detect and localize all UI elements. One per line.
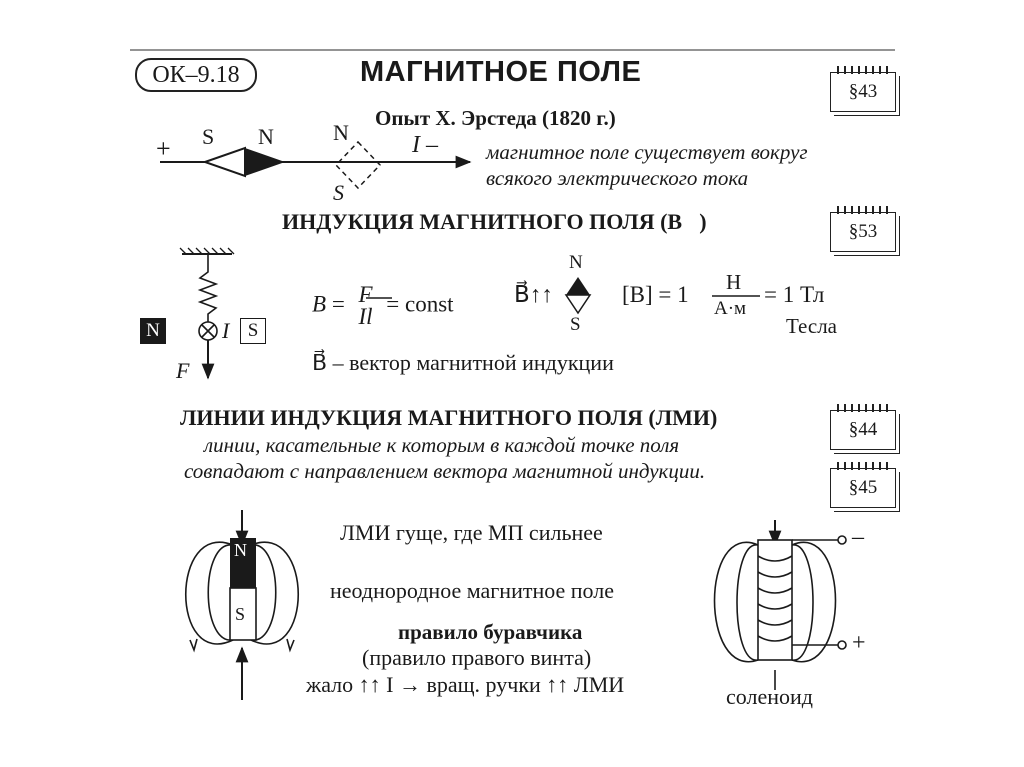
oersted-heading: Опыт Х. Эрстеда (1820 г.)	[375, 106, 616, 130]
solenoid-minus: –	[852, 524, 864, 550]
induction-needle-n: N	[569, 252, 583, 273]
paragraph-ref-53: §53	[830, 212, 896, 252]
induction-formula: B = F Il = const	[312, 282, 454, 329]
current-label: I –	[412, 132, 438, 158]
paragraph-ref-44: §44	[830, 410, 896, 450]
force-label: F⃗	[176, 358, 207, 383]
induction-needle-icon	[566, 277, 590, 313]
current-i-label: I	[222, 318, 230, 343]
solenoid-icon	[715, 520, 847, 690]
induction-heading: ИНДУКЦИЯ МАГНИТНОГО ПОЛЯ (B⃗)	[282, 209, 707, 234]
nonuniform-field-note: неоднородное магнитное поле	[330, 578, 614, 603]
bar-magnet-s: S	[235, 604, 246, 624]
vector-definition: B⃗ – вектор магнитной индукции	[312, 350, 614, 375]
compass-needle-icon	[205, 148, 285, 176]
needle-n-label: N	[258, 124, 274, 149]
unit-name: Тесла	[786, 314, 837, 338]
solenoid-plus: +	[852, 630, 866, 656]
induction-direction: B⃗↑↑	[514, 282, 553, 307]
field-lines-def-1: линии, касательные к которым в каждой точке поля	[204, 433, 680, 457]
magnet-s-pole: S	[240, 318, 266, 344]
induction-needle-s: S	[570, 314, 581, 335]
bar-magnet-n: N	[234, 540, 247, 560]
gimlet-rule-alt: (правило правого винта)	[362, 645, 592, 670]
unit-denominator: А·м	[714, 298, 747, 319]
field-lines-heading: ЛИНИИ ИНДУКЦИЯ МАГНИТНОГО ПОЛЯ (ЛМИ)	[180, 405, 718, 430]
paragraph-ref-45: §45	[830, 468, 896, 508]
needle2-s-label: S	[333, 180, 344, 205]
card-code: ОК–9.18	[135, 58, 257, 92]
unit-right: = 1 Тл	[764, 282, 825, 307]
field-lines-def-2: совпадают с направлением вектора магнитной индукции.	[184, 459, 706, 483]
oersted-conclusion-1: магнитное поле существует вокруг	[486, 140, 808, 164]
solenoid-label: соленоид	[726, 684, 813, 709]
magnet-n-pole: N	[140, 318, 166, 344]
gimlet-rule-text: жало ↑↑ I → вращ. ручки ↑↑ ЛМИ	[306, 672, 625, 697]
page-title: МАГНИТНОЕ ПОЛЕ	[360, 56, 642, 88]
unit-numerator: Н	[726, 270, 742, 294]
oersted-conclusion-2: всякого электрического тока	[486, 166, 749, 190]
paragraph-ref-43: §43	[830, 72, 896, 112]
unit-left: [B] = 1	[622, 282, 689, 307]
needle-s-label: S	[202, 124, 215, 149]
denser-lines-note: ЛМИ гуще, где МП сильнее	[340, 520, 603, 545]
gimlet-rule-title: правило буравчика	[398, 620, 583, 644]
plus-sign: +	[156, 134, 171, 163]
needle2-n-label: N	[333, 120, 349, 145]
